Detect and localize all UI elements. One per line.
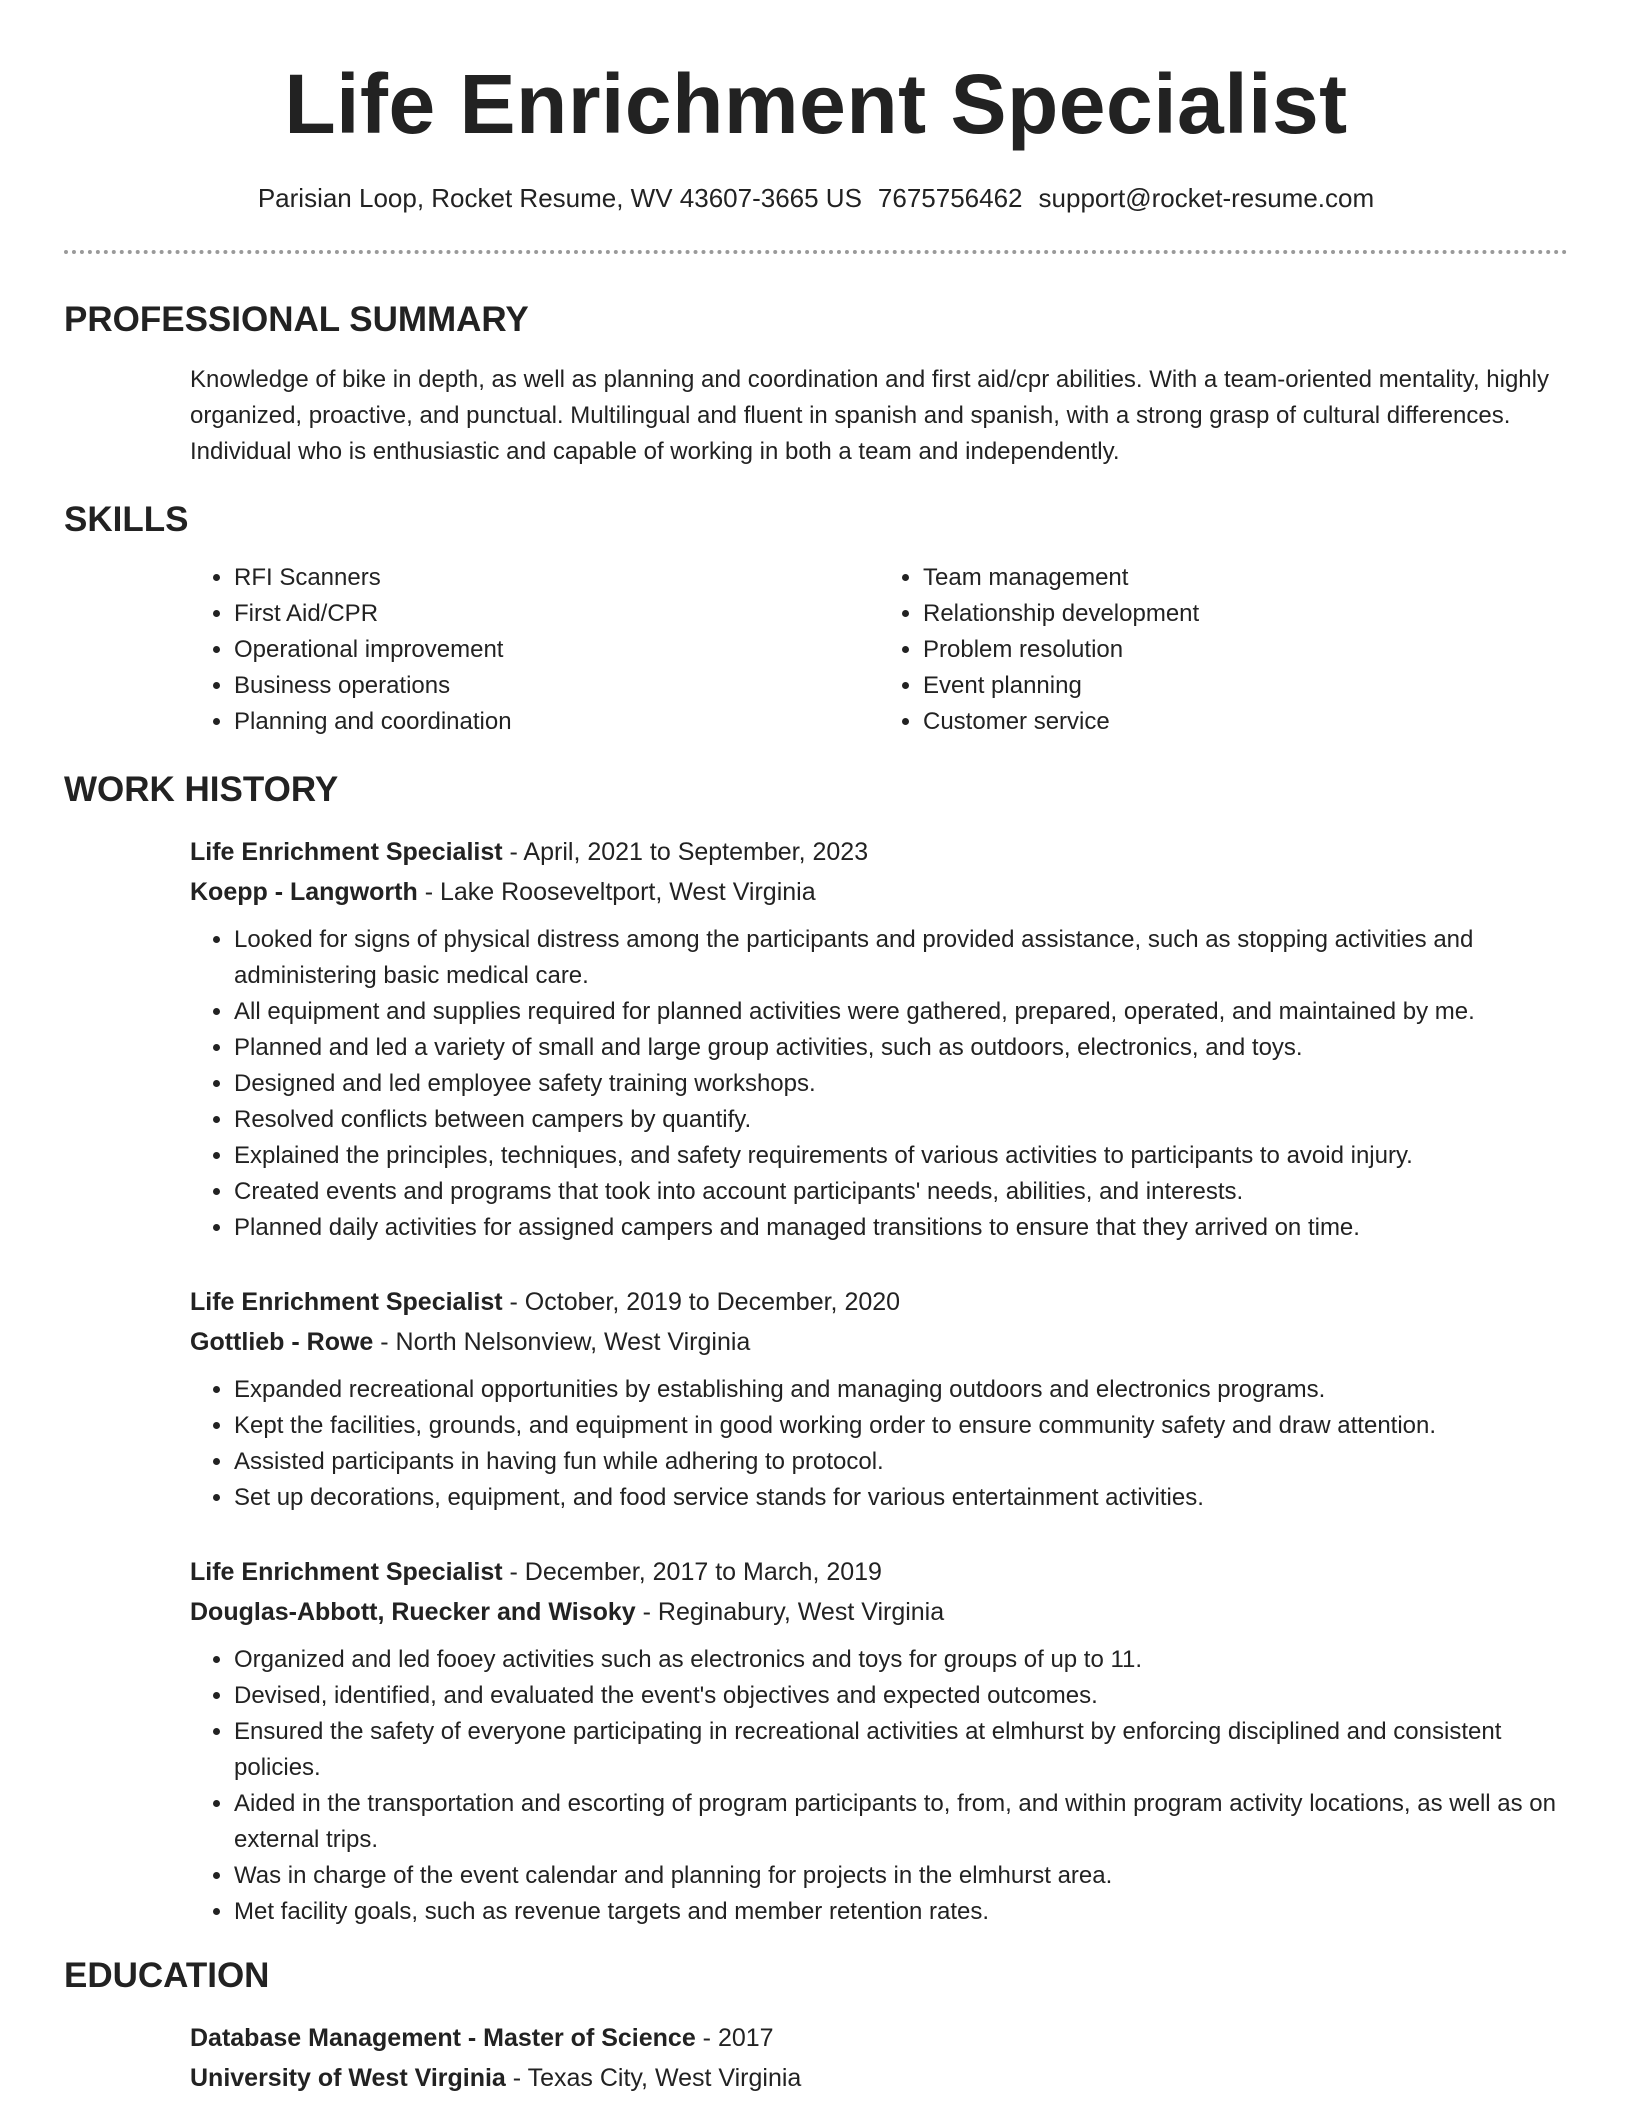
skill-item: • Problem resolution xyxy=(923,632,1568,668)
job-title-line xyxy=(190,832,1568,872)
skill-item: • RFI Scanners xyxy=(234,560,879,596)
candidate-name: Life Enrichment Specialist xyxy=(284,57,1348,151)
job-company-line xyxy=(190,872,1568,912)
skills-heading: SKILLS xyxy=(64,500,189,539)
header-divider xyxy=(64,250,1568,254)
job-company-line xyxy=(190,1322,1568,1362)
education-school: University of West Virginia xyxy=(190,2064,506,2092)
skill-item: • Operational improvement xyxy=(234,632,879,668)
job-bullet: • Met facility goals, such as revenue targets and member retention rates. xyxy=(234,1894,1568,1930)
job-title: Life Enrichment Specialist xyxy=(190,1288,503,1316)
education-heading: EDUCATION xyxy=(64,1956,270,1995)
job-title: Life Enrichment Specialist xyxy=(190,1558,503,1586)
job-location: - Reginabury, West Virginia xyxy=(635,1598,945,1626)
skills-section xyxy=(64,496,1568,740)
job-location: - North Nelsonview, West Virginia xyxy=(373,1328,751,1356)
job-bullet: • Ensured the safety of everyone participating in recreational activities at elmhurst by enforcing disciplined and consistent policies. xyxy=(234,1714,1568,1786)
job-bullet: • Planned and led a variety of small and large group activities, such as outdoors, electronics, and toys. xyxy=(234,1030,1568,1066)
job-bullet: • Designed and led employee safety training workshops. xyxy=(234,1066,1568,1102)
job-bullet: • Created events and programs that took into account participants' needs, abilities, and interests. xyxy=(234,1174,1568,1210)
skills-column-right xyxy=(879,560,1568,740)
education-entry xyxy=(190,2018,1568,2098)
work-history-heading: WORK HISTORY xyxy=(64,770,339,809)
skill-item: • Event planning xyxy=(923,668,1568,704)
job-title-line xyxy=(190,1282,1568,1322)
job-bullet: • Resolved conflicts between campers by quantify. xyxy=(234,1102,1568,1138)
summary-heading: PROFESSIONAL SUMMARY xyxy=(64,300,529,339)
job-bullet: • Organized and led fooey activities such as electronics and toys for groups of up to 11. xyxy=(234,1642,1568,1678)
job-bullet: • All equipment and supplies required for planned activities were gathered, prepared, operated, and maintained by me. xyxy=(234,994,1568,1030)
resume-content xyxy=(64,296,1568,2098)
contact-phone: 7675756462 xyxy=(877,183,1023,213)
job-bullet: • Was in charge of the event calendar and planning for projects in the elmhurst area. xyxy=(234,1858,1568,1894)
job-title-line xyxy=(190,1552,1568,1592)
job-bullet: • Kept the facilities, grounds, and equipment in good working order to ensure community safety and draw attention. xyxy=(234,1408,1568,1444)
summary-text: Knowledge of bike in depth, as well as planning and coordination and first aid/cpr abilities. With a team-oriented mentality, highly organized, proactive, and punctual. Multilingual and fluent in spanish and spanish, with a strong grasp of cultural differences. Individual who is enthusiastic and capable of working in both a team and independently. xyxy=(190,366,1549,465)
education-section xyxy=(64,1952,1568,2098)
job-bullet: • Devised, identified, and evaluated the event's objectives and expected outcomes. xyxy=(234,1678,1568,1714)
job-entry xyxy=(190,832,1568,1246)
job-company: Douglas-Abbott, Ruecker and Wisoky xyxy=(190,1598,636,1626)
job-bullets xyxy=(190,1372,1568,1516)
job-bullet: • Planned daily activities for assigned campers and managed transitions to ensure that they arrived on time. xyxy=(234,1210,1568,1246)
contact-line xyxy=(0,182,1632,214)
job-bullet: • Looked for signs of physical distress among the participants and provided assistance, such as stopping activities and administering basic medical care. xyxy=(234,922,1568,994)
contact-address: Parisian Loop, Rocket Resume, WV 43607-3665 US xyxy=(257,183,862,213)
job-entry xyxy=(190,1282,1568,1516)
education-degree-line xyxy=(190,2018,1568,2058)
skills-grid xyxy=(190,560,1568,740)
job-company-line xyxy=(190,1592,1568,1632)
job-bullets xyxy=(190,922,1568,1246)
skill-item: • Business operations xyxy=(234,668,879,704)
job-company: Koepp - Langworth xyxy=(190,878,418,906)
skill-item: • Relationship development xyxy=(923,596,1568,632)
contact-email: support@rocket-resume.com xyxy=(1038,183,1375,213)
job-title: Life Enrichment Specialist xyxy=(190,838,503,866)
job-dates: - December, 2017 to March, 2019 xyxy=(502,1558,882,1586)
job-dates: - April, 2021 to September, 2023 xyxy=(502,838,869,866)
job-location: - Lake Rooseveltport, West Virginia xyxy=(417,878,816,906)
skill-item: • First Aid/CPR xyxy=(234,596,879,632)
job-bullets xyxy=(190,1642,1568,1930)
summary-section xyxy=(64,296,1568,470)
job-bullet: • Assisted participants in having fun while adhering to protocol. xyxy=(234,1444,1568,1480)
job-entry xyxy=(190,1552,1568,1930)
education-location: - Texas City, West Virginia xyxy=(505,2064,802,2092)
job-bullet: • Aided in the transportation and escorting of program participants to, from, and within program activity locations, as well as on external trips. xyxy=(234,1786,1568,1858)
education-year: - 2017 xyxy=(695,2024,774,2052)
skill-item: • Customer service xyxy=(923,704,1568,740)
skill-item: • Team management xyxy=(923,560,1568,596)
skill-item: • Planning and coordination xyxy=(234,704,879,740)
job-bullet: • Set up decorations, equipment, and food service stands for various entertainment activities. xyxy=(234,1480,1568,1516)
skills-column-left xyxy=(190,560,879,740)
job-dates: - October, 2019 to December, 2020 xyxy=(502,1288,901,1316)
job-bullet: • Explained the principles, techniques, and safety requirements of various activities to participants to avoid injury. xyxy=(234,1138,1568,1174)
education-school-line xyxy=(190,2058,1568,2098)
job-bullet: • Expanded recreational opportunities by establishing and managing outdoors and electronics programs. xyxy=(234,1372,1568,1408)
work-history-section xyxy=(64,766,1568,1930)
education-degree: Database Management - Master of Science xyxy=(190,2024,696,2052)
job-company: Gottlieb - Rowe xyxy=(190,1328,374,1356)
